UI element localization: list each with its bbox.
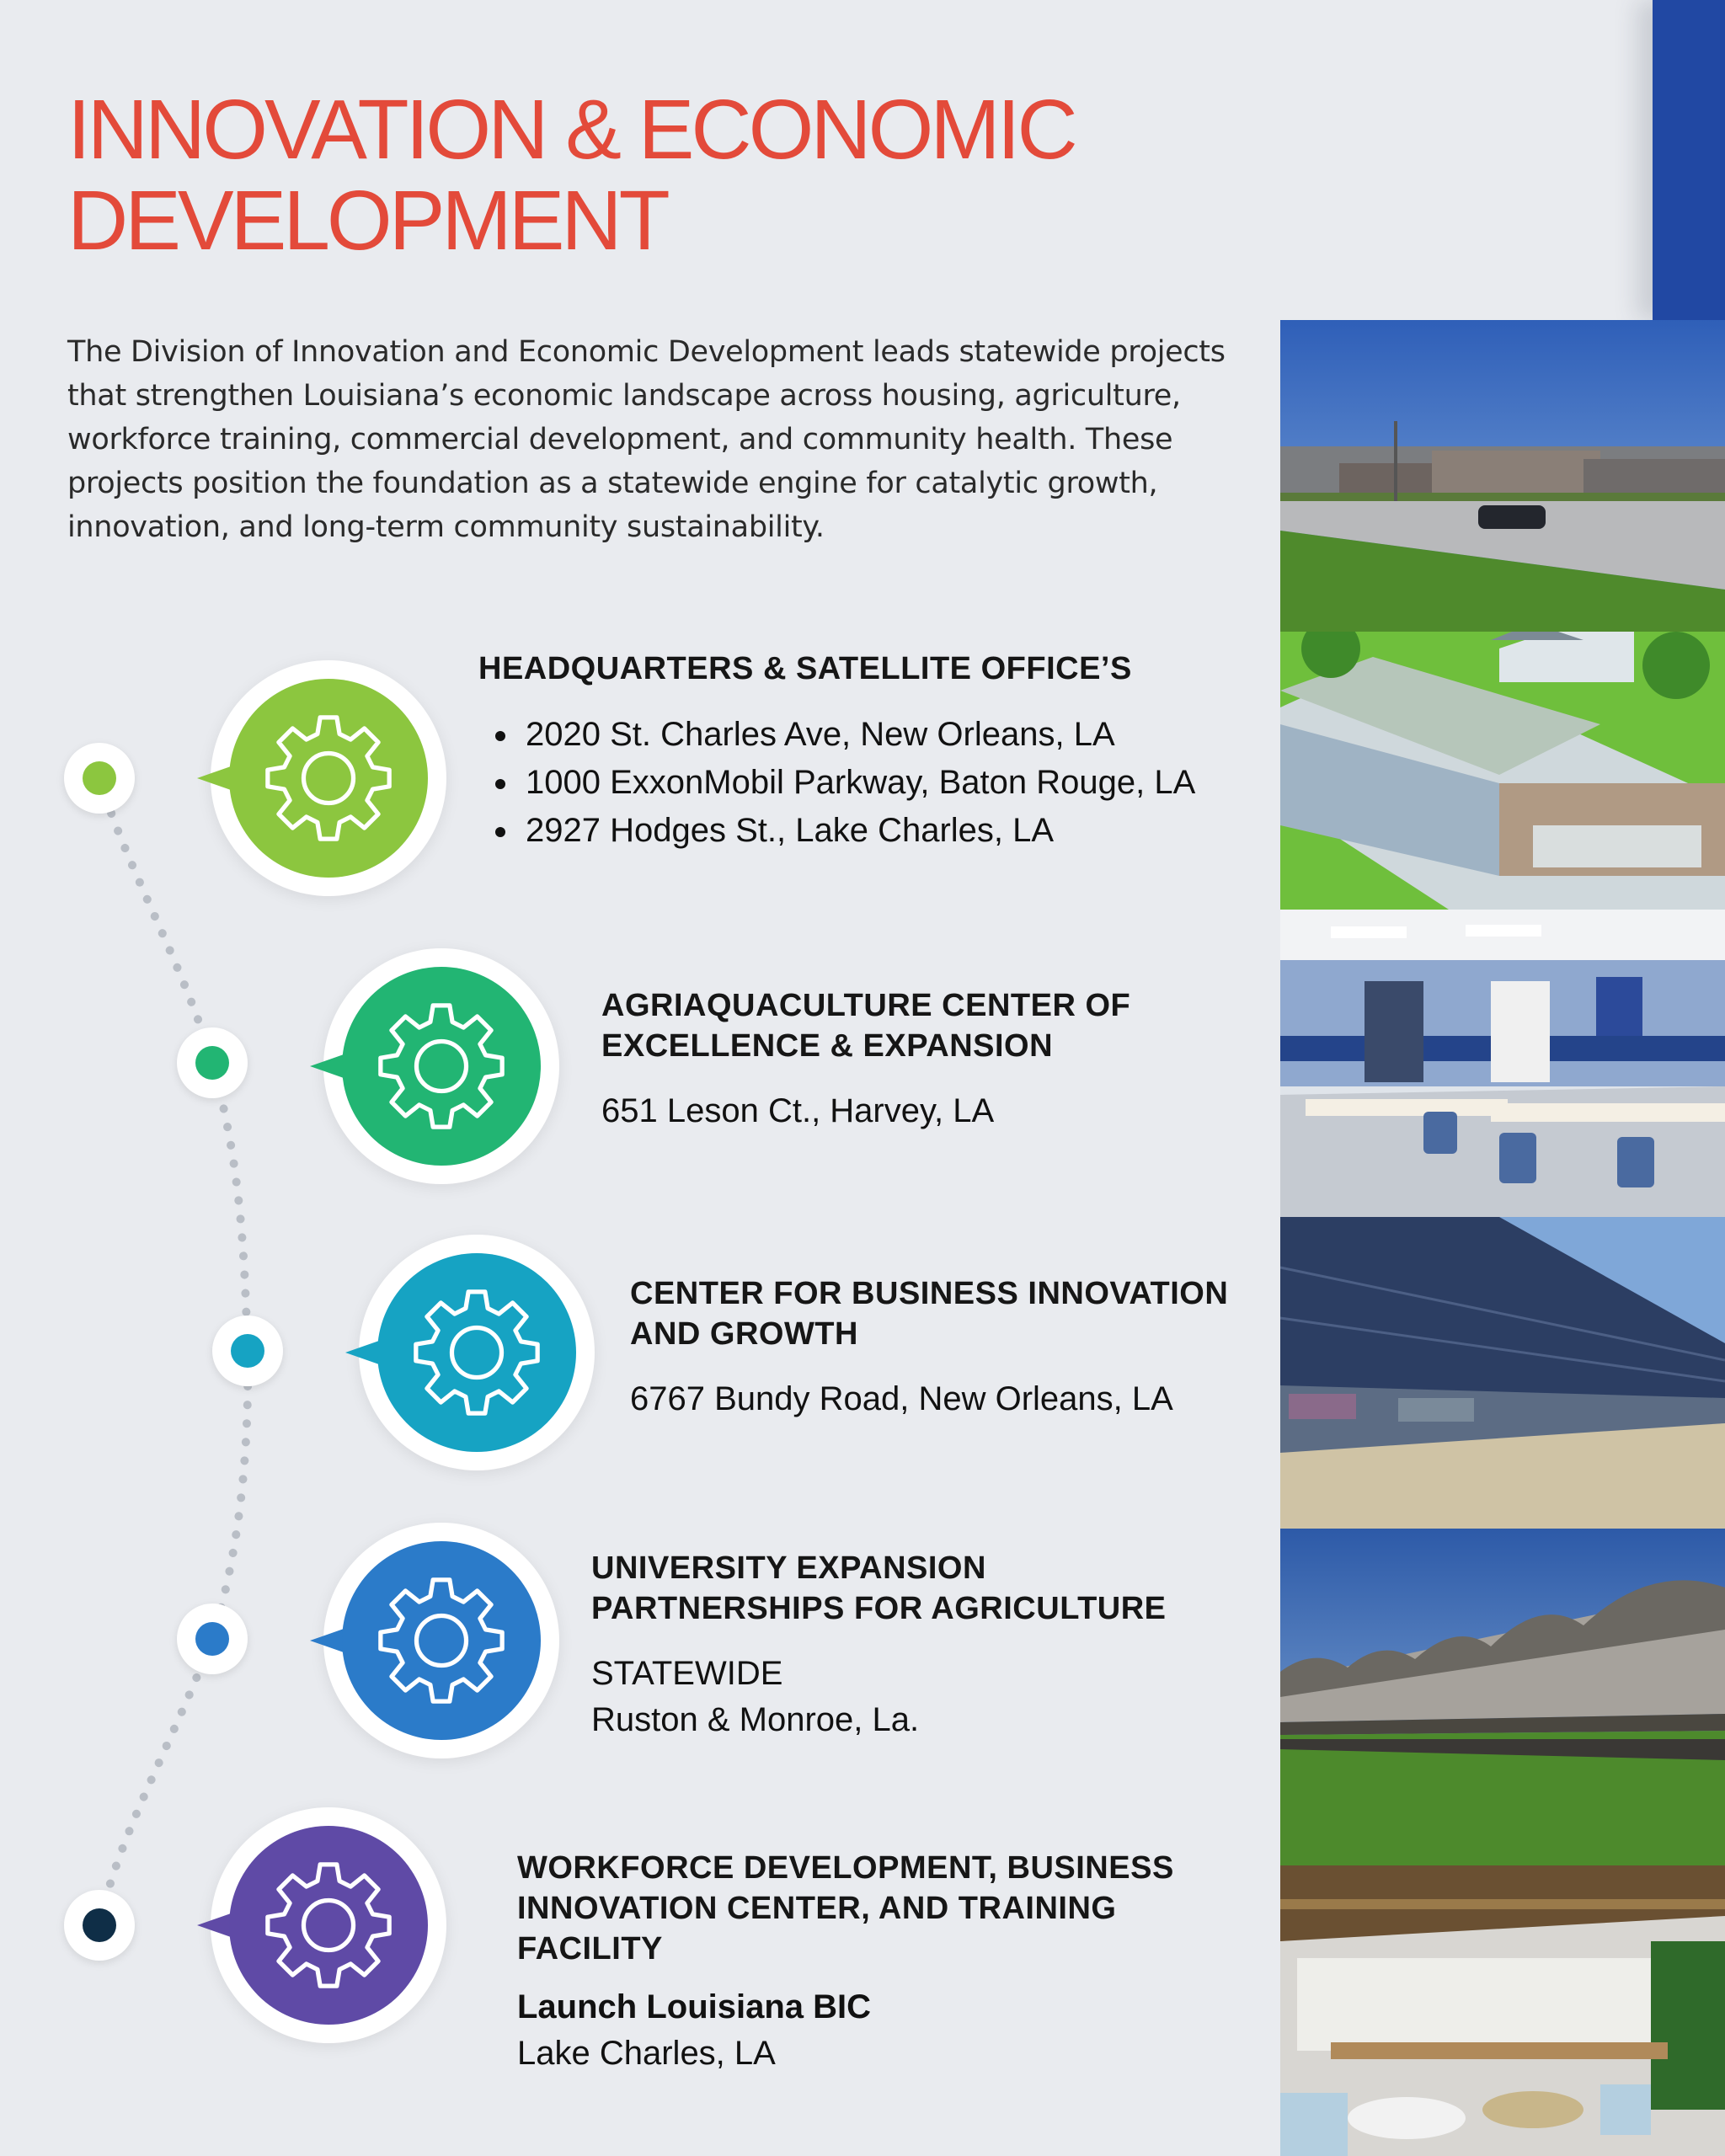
- item-heading: CENTER FOR BUSINESS INNOVATION AND GROWTH: [630, 1276, 1229, 1352]
- timeline-node-1: [64, 743, 135, 814]
- item-scope: STATEWIDE: [591, 1655, 783, 1692]
- gear-icon: [372, 1572, 510, 1710]
- gear-icon: [372, 997, 510, 1135]
- timeline-node-5: [64, 1890, 135, 1961]
- address-bullet: • 2020 St. Charles Ave, New Orleans, LA: [521, 711, 1270, 759]
- item-agriaquaculture: [601, 985, 1242, 1134]
- timeline-node-4: [177, 1604, 248, 1674]
- gear-icon: [408, 1283, 546, 1422]
- photo-column: [1280, 320, 1725, 2156]
- item-heading: AGRIAQUACULTURE CENTER OF EXCELLENCE & EXPANSION: [601, 988, 1131, 1064]
- stage-bubble-1: [211, 660, 446, 896]
- accent-bar: [1653, 0, 1725, 320]
- address-bullet: • 1000 ExxonMobil Parkway, Baton Rouge, LA: [521, 759, 1270, 807]
- item-workforce-development: [517, 1848, 1208, 2077]
- item-subheading: Launch Louisiana BIC: [517, 1988, 872, 2025]
- item-address: 6767 Bundy Road, New Orleans, LA: [630, 1380, 1173, 1417]
- intro-paragraph: The Division of Innovation and Economic Development leads statewide projects that strengthen Louisiana’s economic landscape across housing, agriculture, workforce training, commercial development, and community health. These projects position the foundation as a statewide engine for catalytic growth, innovation, and long-term community sustainability.: [67, 335, 1226, 544]
- stage-bubble-5: [211, 1807, 446, 2043]
- timeline-node-2: [177, 1027, 248, 1098]
- item-address: 651 Leson Ct., Harvey, LA: [601, 1092, 995, 1129]
- gear-icon: [259, 709, 398, 847]
- item-heading: UNIVERSITY EXPANSION PARTNERSHIPS FOR AGRICULTURE: [591, 1550, 1167, 1626]
- stage-bubble-4: [323, 1523, 559, 1758]
- title-line-2: DEVELOPMENT: [67, 173, 667, 268]
- item-address: Ruston & Monroe, La.: [591, 1701, 920, 1738]
- photo-greenhouses: [1280, 1529, 1725, 1865]
- item-business-innovation: [630, 1273, 1279, 1422]
- address-list: [478, 711, 1270, 855]
- item-heading: WORKFORCE DEVELOPMENT, BUSINESS INNOVATION CENTER, AND TRAINING FACILITY: [517, 1850, 1174, 1967]
- address-bullet: • 2927 Hodges St., Lake Charles, LA: [521, 807, 1270, 855]
- item-headquarters: [478, 648, 1270, 855]
- stage-bubble-3: [359, 1235, 595, 1470]
- item-heading: HEADQUARTERS & SATELLITE OFFICE’S: [478, 651, 1132, 686]
- photo-cafe-interior: [1280, 1865, 1725, 2156]
- gear-icon: [259, 1856, 398, 1994]
- stage-bubble-2: [323, 948, 559, 1184]
- photo-building-rendering: [1280, 632, 1725, 910]
- photo-classroom: [1280, 910, 1725, 1217]
- item-address: Lake Charles, LA: [517, 2035, 776, 2072]
- item-university-expansion: [591, 1548, 1231, 1743]
- title-line-1: INNOVATION & ECONOMIC: [67, 83, 1075, 177]
- photo-glass-building: [1280, 1217, 1725, 1529]
- photo-street-building: [1280, 320, 1725, 632]
- timeline-node-3: [212, 1315, 283, 1386]
